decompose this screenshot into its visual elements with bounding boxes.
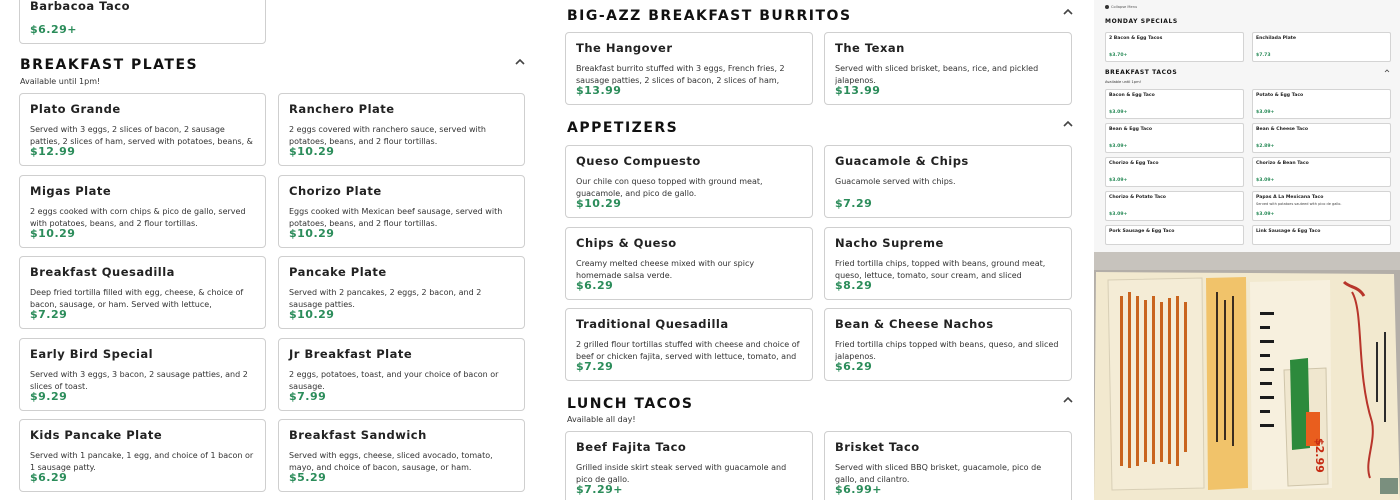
menu-item-price: $9.29 bbox=[30, 389, 68, 403]
menu-item-description: Grilled inside skirt steak served with guacamole and pico de gallo. bbox=[576, 463, 787, 484]
menu-item-description: 2 grilled flour tortillas stuffed with cheese and choice of beef or chicken fajita, served with lettuce, tomato, and bbox=[576, 340, 800, 361]
collapse-menu-link[interactable]: Collapse Menu bbox=[1105, 5, 1137, 9]
menu-item-price: $6.29+ bbox=[30, 23, 78, 36]
menu-item-title: Pancake Plate bbox=[289, 265, 387, 279]
menu-item-title: Bean & Cheese Taco bbox=[1256, 127, 1309, 132]
menu-item-card[interactable] bbox=[19, 93, 266, 166]
menu-item-title: Bacon & Egg Taco bbox=[1109, 93, 1155, 98]
menu-item-card[interactable] bbox=[278, 338, 525, 411]
menu-item-title: The Hangover bbox=[576, 41, 673, 55]
menu-item-card[interactable] bbox=[824, 227, 1072, 300]
menu-item-card[interactable] bbox=[565, 32, 813, 105]
collapse-chevron-icon[interactable] bbox=[1062, 118, 1074, 130]
menu-item-description: 2 eggs cooked with corn chips & pico de gallo, served with potatoes, beans, and 2 flour tortillas. bbox=[30, 206, 246, 228]
menu-item-title: Jr Breakfast Plate bbox=[289, 346, 413, 361]
menu-item-price: $5.29 bbox=[289, 471, 327, 484]
menu-item-title: Enchilada Plate bbox=[1256, 36, 1296, 41]
section-title: BREAKFAST PLATES bbox=[20, 57, 199, 73]
menu-item-price: $6.29 bbox=[835, 360, 873, 373]
menu-item-title: Bean & Egg Taco bbox=[1109, 127, 1153, 132]
menu-item-description: Breakfast burrito stuffed with 3 eggs, French fries, 2 sausage patties, 2 slices of bacon, 2 slices of ham, bbox=[576, 64, 785, 85]
breakfast-plates-panel bbox=[0, 0, 537, 500]
menu-item-title: Breakfast Quesadilla bbox=[30, 265, 175, 279]
menu-item-title: Chorizo Plate bbox=[289, 183, 382, 198]
collapse-chevron-icon[interactable] bbox=[514, 56, 526, 68]
menu-item-description: Fried tortilla chips topped with beans, queso, and sliced jalapenos. bbox=[835, 340, 1059, 361]
menu-item-price: $10.29 bbox=[30, 226, 76, 240]
menu-item-card[interactable] bbox=[19, 256, 266, 329]
menu-item-card[interactable] bbox=[278, 256, 525, 329]
menu-item-price: $3.09+ bbox=[1109, 144, 1128, 149]
section-title: LUNCH TACOS bbox=[567, 396, 694, 412]
menu-item-card[interactable] bbox=[565, 145, 813, 218]
menu-item-title: Plato Grande bbox=[30, 102, 121, 116]
menu-item-title: Chorizo & Potato Taco bbox=[1109, 195, 1166, 200]
mini-menu-item-card[interactable] bbox=[1252, 89, 1391, 119]
menu-item-card[interactable] bbox=[565, 431, 813, 500]
menu-item-title: Chorizo & Bean Taco bbox=[1256, 161, 1309, 166]
menu-item-card[interactable] bbox=[19, 0, 266, 44]
menu-item-price: $8.29 bbox=[835, 278, 873, 292]
menu-item-card[interactable] bbox=[19, 175, 266, 248]
menu-item-price: $3.09+ bbox=[1256, 178, 1275, 183]
menu-item-card[interactable] bbox=[19, 338, 266, 411]
menu-item-description: Deep fried tortilla filled with egg, cheese, & choice of bacon, sausage, or ham. Served with lettuce, bbox=[30, 288, 244, 309]
menu-item-price: $7.29 bbox=[576, 360, 614, 373]
menu-item-price: $10.29 bbox=[289, 226, 335, 240]
section-title: MONDAY SPECIALS bbox=[1105, 18, 1178, 25]
menu-item-card[interactable] bbox=[824, 308, 1072, 381]
menu-item-price: $12.99 bbox=[30, 145, 76, 158]
menu-item-price: $3.09+ bbox=[1109, 212, 1128, 217]
mini-menu-item-card[interactable] bbox=[1105, 32, 1244, 62]
menu-item-description: Served with 3 eggs, 3 bacon, 2 sausage patties, and 2 slices of toast. bbox=[30, 369, 248, 391]
menu-item-description: Served with potatoes sauteed with pico de gallo. bbox=[1256, 202, 1342, 206]
menu-item-price: $6.29 bbox=[576, 278, 614, 292]
menu-item-price: $7.99 bbox=[289, 389, 327, 403]
menu-item-description: Served with sliced brisket, beans, rice, and pickled jalapenos. bbox=[835, 64, 1039, 85]
menu-item-title: Breakfast Sandwich bbox=[289, 428, 427, 442]
menu-item-description: 2 eggs covered with ranchero sauce, served with potatoes, beans, and 2 flour tortillas. bbox=[289, 125, 486, 146]
menu-item-card[interactable] bbox=[824, 431, 1072, 500]
menu-item-price: $13.99 bbox=[835, 84, 881, 97]
menu-item-price: $13.99 bbox=[576, 84, 622, 97]
mini-menu-item-card[interactable] bbox=[1252, 191, 1391, 221]
section-subtitle: Available until 1pm! bbox=[20, 77, 101, 86]
menu-item-title: Early Bird Special bbox=[30, 346, 154, 361]
menu-item-price: $7.73 bbox=[1256, 53, 1271, 58]
menu-item-title: Brisket Taco bbox=[835, 440, 920, 454]
menu-item-card[interactable] bbox=[278, 93, 525, 166]
menu-item-title: The Texan bbox=[835, 41, 905, 55]
menu-item-price: $2.89+ bbox=[1256, 144, 1275, 149]
menu-item-title: 2 Bacon & Egg Tacos bbox=[1109, 36, 1163, 41]
mini-menu-item-card[interactable] bbox=[1252, 225, 1391, 245]
menu-item-title: Papas A La Mexicana Taco bbox=[1256, 195, 1324, 200]
menu-item-title: Kids Pancake Plate bbox=[30, 428, 163, 442]
menu-item-title: Traditional Quesadilla bbox=[576, 317, 729, 331]
mini-menu-item-card[interactable] bbox=[1105, 89, 1244, 119]
menu-item-card[interactable] bbox=[278, 175, 525, 248]
menu-item-card[interactable] bbox=[824, 145, 1072, 218]
menu-item-price: $3.70+ bbox=[1109, 53, 1128, 58]
menu-item-price: $7.29+ bbox=[576, 483, 624, 496]
menu-item-description: 2 eggs, potatoes, toast, and your choice of bacon or sausage. bbox=[289, 369, 499, 391]
menu-item-title: Guacamole & Chips bbox=[835, 154, 969, 168]
menu-item-description: Creamy melted cheese mixed with our spicy homemade salsa verde. bbox=[576, 258, 755, 280]
menu-item-title: Potato & Egg Taco bbox=[1256, 93, 1304, 98]
section-subtitle: Available until 1pm! bbox=[1105, 80, 1142, 84]
mini-menu-item-card[interactable] bbox=[1105, 225, 1244, 245]
printed-menu-image bbox=[1094, 252, 1400, 500]
menu-item-title: Chorizo & Egg Taco bbox=[1109, 161, 1159, 166]
menu-item-title: Queso Compuesto bbox=[576, 154, 701, 168]
collapse-chevron-icon[interactable] bbox=[1062, 6, 1074, 18]
section-title: APPETIZERS bbox=[567, 120, 679, 136]
collapse-chevron-icon[interactable] bbox=[1062, 394, 1074, 406]
menu-item-title: Ranchero Plate bbox=[289, 102, 395, 116]
menu-item-price: $7.29 bbox=[835, 197, 873, 210]
menu-item-title: Beef Fajita Taco bbox=[576, 440, 687, 454]
mini-menu-item-card[interactable] bbox=[1105, 191, 1244, 221]
menu-item-description: Served with 2 pancakes, 2 eggs, 2 bacon, and 2 sausage patties. bbox=[289, 288, 482, 309]
menu-item-card[interactable] bbox=[565, 308, 813, 381]
menu-item-description: Served with sliced BBQ brisket, guacamole, pico de gallo, and cilantro. bbox=[835, 463, 1042, 484]
menu-item-price: $10.29 bbox=[576, 197, 622, 210]
mini-menu-item-card[interactable] bbox=[1252, 123, 1391, 153]
menu-item-description: Our chile con queso topped with ground meat, guacamole, and pico de gallo. bbox=[576, 177, 763, 198]
menu-item-price: $7.29 bbox=[30, 308, 68, 321]
section-title: BIG-AZZ BREAKFAST BURRITOS bbox=[567, 8, 852, 24]
menu-item-title: Bean & Cheese Nachos bbox=[835, 317, 994, 331]
section-subtitle: Available all day! bbox=[567, 415, 636, 424]
menu-item-description: Fried tortilla chips, topped with beans, ground meat, queso, lettuce, tomato, sour cream, and sliced bbox=[835, 258, 1046, 280]
menu-item-description: Served with eggs, cheese, sliced avocado, tomato, mayo, and choice of bacon, sausage, or ham. bbox=[289, 451, 493, 472]
collapse-chevron-icon[interactable] bbox=[1384, 68, 1390, 74]
menu-item-price: $6.29 bbox=[30, 471, 68, 484]
menu-item-price: $3.09+ bbox=[1109, 178, 1128, 183]
menu-item-description: Served with 1 pancake, 1 egg, and choice of 1 bacon or 1 sausage patty. bbox=[30, 451, 254, 472]
menu-item-title: Migas Plate bbox=[30, 183, 112, 198]
section-title: BREAKFAST TACOS bbox=[1105, 69, 1178, 76]
menu-item-price: $3.09+ bbox=[1109, 110, 1128, 115]
menu-item-title: Link Sausage & Egg Taco bbox=[1256, 229, 1321, 234]
menu-item-card[interactable] bbox=[278, 419, 525, 492]
menu-item-card[interactable] bbox=[824, 32, 1072, 105]
menu-item-description: Served with 3 eggs, 2 slices of bacon, 2 sausage patties, 2 slices of ham, served with potatoes, beans, & bbox=[30, 125, 253, 146]
mini-menu-item-card[interactable] bbox=[1252, 32, 1391, 62]
mini-menu-item-card[interactable] bbox=[1105, 123, 1244, 153]
mini-menu-item-card[interactable] bbox=[1252, 157, 1391, 187]
menu-item-price: $3.09+ bbox=[1256, 212, 1275, 217]
menu-item-price: $6.99+ bbox=[835, 483, 883, 496]
menu-item-price: $3.09+ bbox=[1256, 110, 1275, 115]
burritos-appetizers-panel bbox=[552, 0, 1082, 500]
menu-photo bbox=[1094, 252, 1400, 500]
menu-item-title: Barbacoa Taco bbox=[30, 0, 131, 13]
menu-item-card[interactable] bbox=[19, 419, 266, 492]
menu-item-description: Guacamole served with chips. bbox=[835, 177, 956, 186]
menu-item-title: Nacho Supreme bbox=[835, 235, 944, 250]
radio-icon bbox=[1105, 5, 1109, 9]
menu-item-card[interactable] bbox=[565, 227, 813, 300]
price-sticker: $2.99 bbox=[1313, 438, 1326, 473]
mini-menu-panel bbox=[1094, 0, 1400, 500]
menu-item-description: Eggs cooked with Mexican beef sausage, served with potatoes, beans, and 2 flour tortillas. bbox=[289, 206, 503, 228]
mini-menu-item-card[interactable] bbox=[1105, 157, 1244, 187]
menu-item-title: Chips & Queso bbox=[576, 235, 677, 250]
menu-item-price: $10.29 bbox=[289, 308, 335, 321]
menu-item-title: Pork Sausage & Egg Taco bbox=[1109, 229, 1175, 234]
menu-item-price: $10.29 bbox=[289, 145, 335, 158]
